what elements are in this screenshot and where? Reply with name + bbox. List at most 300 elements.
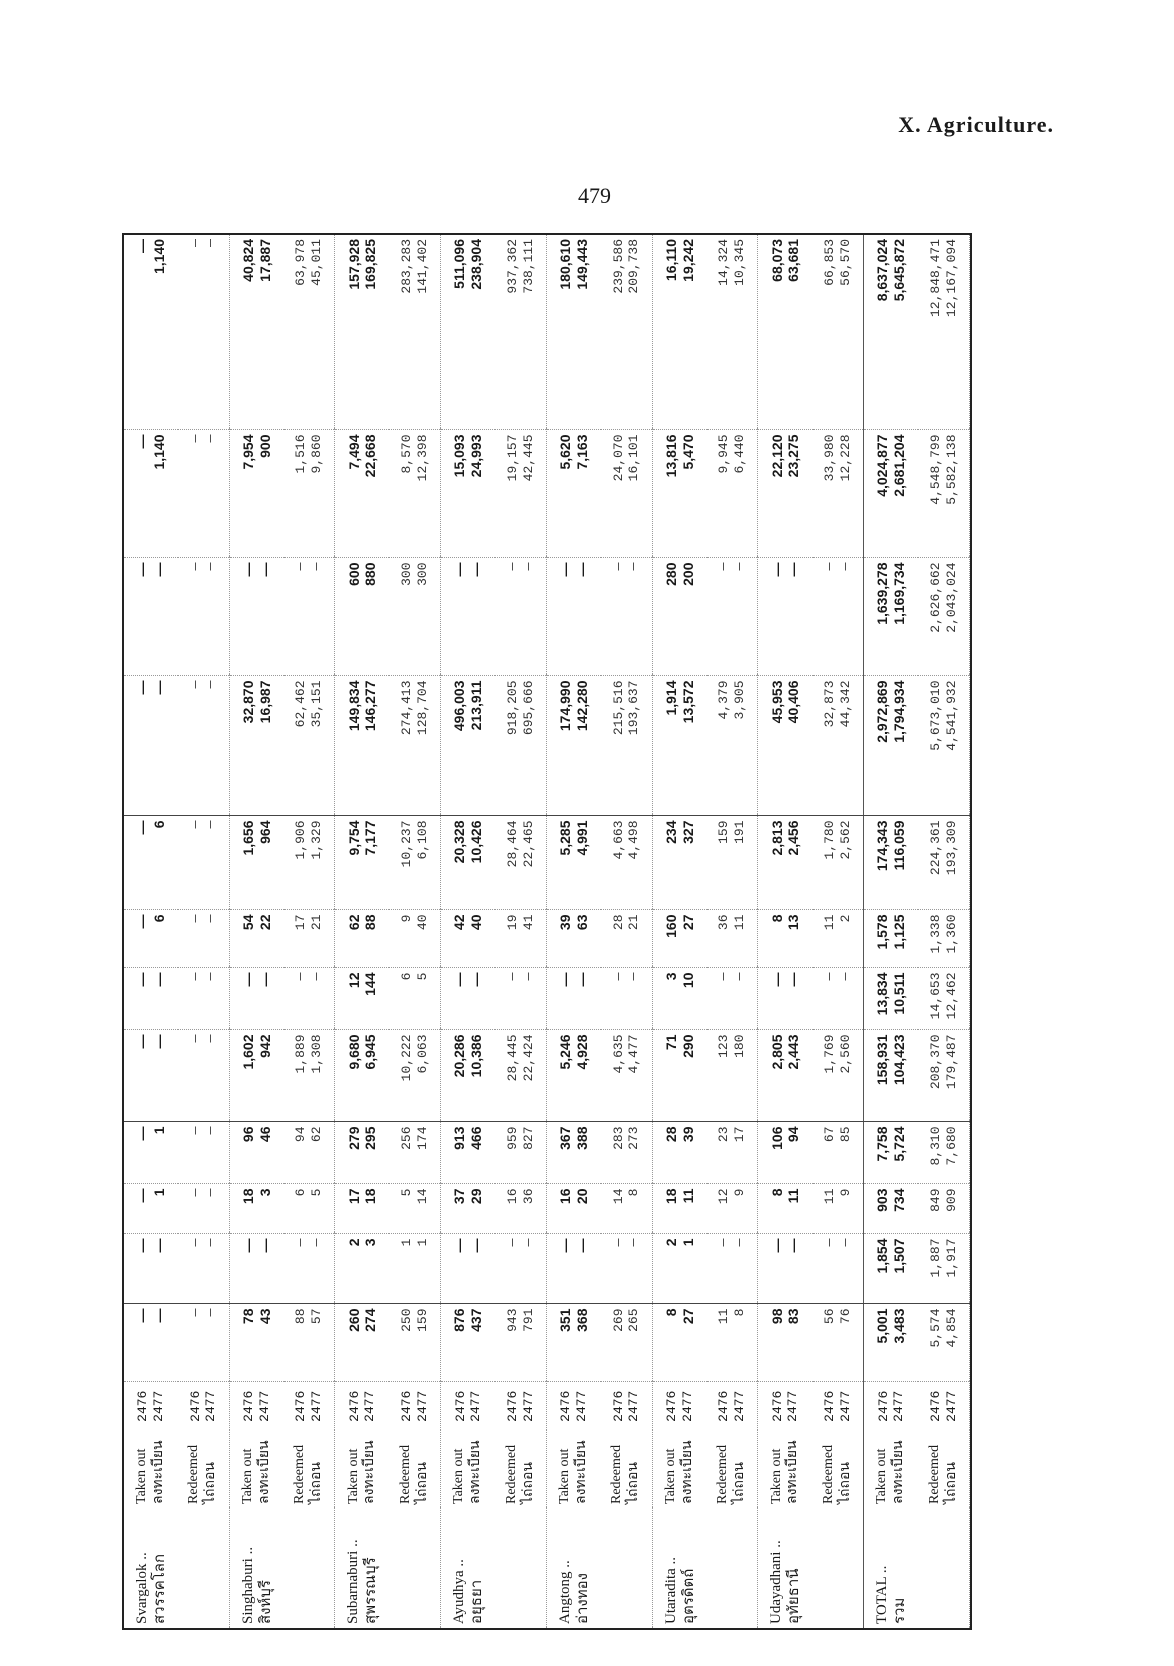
value-2477: — <box>203 1188 219 1197</box>
value-cell <box>864 1304 919 1382</box>
value-cell <box>546 558 601 676</box>
value-2477: 327 <box>679 820 696 844</box>
value-2476: 1,602 <box>239 1034 256 1070</box>
value-2477: 1,140 <box>150 239 167 275</box>
value-cell <box>441 676 496 816</box>
value-2476: 174,343 <box>874 820 891 872</box>
value-2477: — <box>732 1238 748 1247</box>
value-cell <box>546 430 601 558</box>
value-2477: 22,465 <box>520 820 536 868</box>
year-cell <box>335 1382 390 1430</box>
value-2477: — <box>203 1034 219 1043</box>
value-2476: 62 <box>345 914 362 931</box>
value-cell <box>389 816 440 910</box>
value-2477: 4,928 <box>573 1034 590 1070</box>
value-cell <box>441 235 496 430</box>
year-label: 2477 <box>308 1390 324 1422</box>
value-cell <box>284 1234 335 1304</box>
value-cell <box>758 1234 813 1304</box>
entry-type: Taken out <box>134 1448 150 1504</box>
value-2476: 8 <box>768 914 785 923</box>
value-2476: — <box>504 562 520 571</box>
value-2477: — <box>256 972 273 987</box>
value-2476: — <box>557 972 574 987</box>
value-2476: — <box>610 562 626 571</box>
value-2476: 1,769 <box>822 1034 838 1074</box>
value-2477: 300 <box>414 562 430 586</box>
value-2477: 88 <box>362 914 379 931</box>
value-cell <box>758 676 813 816</box>
value-2476: 2,626,662 <box>928 562 944 633</box>
value-cell <box>284 1184 335 1234</box>
table-row <box>229 235 284 1628</box>
entry-type-thai: ไถ่ถอน <box>626 1462 642 1504</box>
entry-type-cell <box>441 1430 496 1508</box>
value-cell <box>495 235 546 430</box>
value-cell <box>495 968 546 1030</box>
value-2476: — <box>134 562 151 577</box>
value-cell <box>813 1184 864 1234</box>
value-2476: — <box>134 1238 151 1253</box>
value-cell <box>178 676 229 816</box>
value-2477: — <box>203 562 219 571</box>
value-cell <box>284 235 335 430</box>
value-2476: 208,370 <box>928 1034 944 1090</box>
value-2476: 5,673,010 <box>928 680 944 751</box>
year-label: 2476 <box>875 1390 891 1422</box>
value-cell <box>758 910 813 968</box>
value-2477: 85 <box>837 1126 853 1143</box>
value-2477: 388 <box>573 1126 590 1150</box>
value-cell <box>335 816 390 910</box>
value-2477: 57 <box>308 1308 324 1325</box>
province-cell <box>601 1508 652 1628</box>
value-2476: — <box>187 820 203 829</box>
value-2476: 23 <box>716 1126 732 1143</box>
province-name: Angtong .. <box>556 1560 573 1624</box>
value-2477: 12,228 <box>837 434 853 482</box>
value-2477: 62 <box>308 1126 324 1143</box>
entry-type-cell <box>601 1430 652 1508</box>
value-cell <box>335 558 390 676</box>
value-2476: — <box>822 972 838 981</box>
value-2476: — <box>293 972 309 981</box>
value-cell <box>284 676 335 816</box>
value-cell <box>601 430 652 558</box>
value-2476: 224,361 <box>928 820 944 876</box>
value-2477: 9,860 <box>308 434 324 474</box>
value-2477: 11 <box>785 1188 802 1204</box>
value-2476: 13,834 <box>874 972 891 1016</box>
value-2476: 8 <box>662 1308 679 1317</box>
table-row <box>495 235 546 1628</box>
value-2476: 9,945 <box>716 434 732 474</box>
value-2477: 104,423 <box>891 1034 908 1086</box>
value-cell <box>707 968 758 1030</box>
value-2477: — <box>203 680 219 689</box>
value-cell <box>229 430 284 558</box>
province-name: TOTAL .. <box>874 1565 891 1624</box>
entry-type-thai: ลงทะเบียน <box>150 1440 166 1504</box>
value-cell <box>601 816 652 910</box>
entry-type-cell <box>813 1430 864 1508</box>
value-cell <box>229 1234 284 1304</box>
entry-type-thai: ลงทะเบียน <box>891 1440 907 1504</box>
year-cell <box>178 1382 229 1430</box>
value-2477: 10,511 <box>891 972 908 1015</box>
value-cell <box>918 1234 969 1304</box>
value-2477: 39 <box>679 1126 696 1143</box>
value-cell <box>707 1234 758 1304</box>
value-cell <box>335 235 390 430</box>
value-2476: 7,494 <box>345 434 362 470</box>
entry-type: Taken out <box>451 1448 467 1504</box>
value-2477: 5 <box>414 972 430 981</box>
value-cell <box>918 235 969 430</box>
table-row <box>813 235 864 1628</box>
value-2476: 1,887 <box>928 1238 944 1278</box>
value-2476: 180,610 <box>557 239 574 290</box>
value-cell <box>441 1304 496 1382</box>
value-2476: 5,574 <box>928 1308 944 1348</box>
value-cell <box>124 1234 178 1304</box>
value-cell <box>652 1304 707 1382</box>
province-cell <box>918 1508 969 1628</box>
value-2476: 5,285 <box>557 820 574 856</box>
value-2476: 1,854 <box>874 1238 891 1274</box>
value-cell <box>495 1234 546 1304</box>
value-2477: 16,101 <box>626 434 642 482</box>
table-row <box>546 235 601 1628</box>
province-cell <box>178 1508 229 1628</box>
entry-type-cell <box>389 1430 440 1508</box>
value-cell <box>284 816 335 910</box>
value-2477: 6,440 <box>732 434 748 474</box>
value-2477: 1,360 <box>943 914 959 954</box>
value-cell <box>864 235 919 430</box>
value-2477: — <box>732 562 748 571</box>
entry-type: Redeemed <box>292 1444 308 1504</box>
province-name-thai: สุพรรณบุรี <box>363 1557 380 1624</box>
value-2477: — <box>203 914 219 923</box>
value-2477: 11 <box>732 914 748 931</box>
value-cell <box>707 816 758 910</box>
value-2477: 738,111 <box>520 239 536 294</box>
value-cell <box>864 1184 919 1234</box>
value-2476: 1 <box>399 1238 415 1247</box>
value-2476: 903 <box>874 1188 891 1212</box>
value-cell <box>335 1030 390 1122</box>
value-cell <box>495 910 546 968</box>
value-2476: — <box>134 434 151 449</box>
year-label: 2477 <box>520 1390 536 1422</box>
value-cell <box>813 1304 864 1382</box>
value-cell <box>284 1122 335 1184</box>
value-cell <box>758 235 813 430</box>
province-name: Subarnaburi .. <box>345 1539 362 1624</box>
value-2477: 3 <box>256 1188 273 1197</box>
value-cell <box>335 1234 390 1304</box>
value-2476: 943 <box>504 1308 520 1332</box>
value-2477: 7,177 <box>362 820 379 856</box>
table-row <box>441 235 496 1628</box>
value-2476: 174,990 <box>557 680 574 732</box>
value-2477: — <box>520 562 536 571</box>
entry-type-thai: ลงทะเบียน <box>785 1440 801 1504</box>
value-2476: — <box>610 1238 626 1247</box>
value-2477: — <box>203 239 219 247</box>
value-2477: 35,151 <box>308 680 324 728</box>
year-cell <box>546 1382 601 1430</box>
value-2477: — <box>785 562 802 577</box>
value-2477: 200 <box>679 562 696 586</box>
value-2476: 98 <box>768 1308 785 1325</box>
value-2476: 7,954 <box>239 434 256 470</box>
value-2476: 96 <box>239 1126 256 1143</box>
entry-type: Taken out <box>239 1448 255 1504</box>
year-cell <box>601 1382 652 1430</box>
province-name-thai: อ่างทอง <box>574 1573 591 1624</box>
value-2476: 158,931 <box>874 1034 891 1086</box>
value-2477: — <box>626 1238 642 1247</box>
value-cell <box>546 1184 601 1234</box>
year-label: 2476 <box>716 1390 732 1422</box>
entry-type: Taken out <box>345 1448 361 1504</box>
value-2477: 437 <box>468 1308 485 1332</box>
value-cell <box>813 676 864 816</box>
value-cell <box>813 1030 864 1122</box>
value-2477: 2,443 <box>785 1034 802 1070</box>
value-2476: 274,413 <box>399 680 415 736</box>
value-cell <box>601 1122 652 1184</box>
value-2476: 63,978 <box>293 239 309 286</box>
value-2476: 283 <box>610 1126 626 1150</box>
year-label: 2477 <box>362 1390 378 1422</box>
year-label: 2477 <box>150 1390 166 1422</box>
table-row <box>652 235 707 1628</box>
value-cell <box>178 816 229 910</box>
value-2477: — <box>573 972 590 987</box>
value-2477: — <box>626 562 642 571</box>
value-2477: — <box>837 972 853 981</box>
value-2476: 5,620 <box>557 434 574 470</box>
value-cell <box>441 816 496 910</box>
value-cell <box>229 816 284 910</box>
value-2477: 9 <box>837 1188 853 1197</box>
value-cell <box>601 968 652 1030</box>
value-2477: 40 <box>468 914 485 931</box>
value-cell <box>918 430 969 558</box>
value-cell <box>284 430 335 558</box>
value-2477: 10,426 <box>468 820 485 864</box>
value-2476: 15,093 <box>451 434 468 478</box>
value-2477: 19,242 <box>679 239 696 282</box>
value-2477: 734 <box>891 1188 908 1212</box>
value-2477: 265 <box>626 1308 642 1332</box>
value-cell <box>864 1234 919 1304</box>
value-cell <box>389 1304 440 1382</box>
value-cell <box>124 1304 178 1382</box>
value-2476: 13,816 <box>662 434 679 478</box>
value-cell <box>441 558 496 676</box>
value-2477: 368 <box>573 1308 590 1332</box>
value-2477: 24,993 <box>468 434 485 478</box>
value-cell <box>707 910 758 968</box>
year-label: 2476 <box>135 1390 151 1422</box>
year-label: 2476 <box>769 1390 785 1422</box>
value-2477: — <box>256 1238 273 1253</box>
value-cell <box>864 968 919 1030</box>
value-2476: 496,003 <box>451 680 468 732</box>
value-cell <box>335 968 390 1030</box>
value-2477: 21 <box>626 914 642 931</box>
value-cell <box>335 676 390 816</box>
value-2476: — <box>716 972 732 981</box>
entry-type-cell <box>495 1430 546 1508</box>
value-cell <box>652 1234 707 1304</box>
entry-type: Redeemed <box>609 1444 625 1504</box>
value-2476: 2 <box>345 1238 362 1247</box>
value-2477: 22,668 <box>362 434 379 478</box>
value-2476: 5 <box>399 1188 415 1197</box>
value-2477: — <box>150 1034 167 1049</box>
value-cell <box>441 1234 496 1304</box>
value-2477: 94 <box>785 1126 802 1143</box>
value-cell <box>546 1234 601 1304</box>
value-2476: 28 <box>610 914 626 931</box>
province-cell <box>124 1508 178 1628</box>
value-2476: 6 <box>399 972 415 981</box>
value-cell <box>864 1122 919 1184</box>
value-2476: — <box>134 1034 151 1049</box>
value-2476: — <box>716 1238 732 1247</box>
value-cell <box>124 235 178 430</box>
value-2476: 849 <box>928 1188 944 1212</box>
value-2477: — <box>308 1238 324 1247</box>
year-label: 2476 <box>346 1390 362 1422</box>
value-cell <box>495 1122 546 1184</box>
value-2477: 5,645,872 <box>891 239 908 302</box>
value-cell <box>546 816 601 910</box>
value-2477: 20 <box>573 1188 590 1205</box>
value-2477: 2,456 <box>785 820 802 856</box>
value-cell <box>813 235 864 430</box>
value-2477: 191 <box>732 820 748 844</box>
value-2476: — <box>134 820 151 835</box>
value-2476: 1,780 <box>822 820 838 860</box>
value-cell <box>389 1030 440 1122</box>
value-2476: 2,813 <box>768 820 785 856</box>
year-label: 2476 <box>187 1390 203 1422</box>
value-cell <box>389 558 440 676</box>
value-2477: 27 <box>679 1308 696 1325</box>
value-2476: 367 <box>557 1126 574 1150</box>
year-label: 2477 <box>468 1390 484 1422</box>
value-2476: 66,853 <box>822 239 838 286</box>
value-cell <box>178 968 229 1030</box>
value-cell <box>284 1304 335 1382</box>
table-row <box>335 235 390 1628</box>
value-cell <box>229 1184 284 1234</box>
value-2476: 39 <box>557 914 574 931</box>
value-2477: 29 <box>468 1188 485 1205</box>
value-2477: 11 <box>679 1188 696 1204</box>
province-name: Ayudhya .. <box>451 1559 468 1624</box>
value-2476: — <box>134 1308 151 1323</box>
value-2476: 8,310 <box>928 1126 944 1166</box>
value-cell <box>918 1184 969 1234</box>
value-2476: 876 <box>451 1308 468 1332</box>
section-title: X. Agriculture. <box>898 112 1054 137</box>
province-cell <box>441 1508 496 1628</box>
value-cell <box>918 1030 969 1122</box>
value-2477: 1,329 <box>308 820 324 860</box>
entry-type: Redeemed <box>926 1444 942 1504</box>
value-2476: 918,205 <box>504 680 520 736</box>
year-label: 2476 <box>822 1390 838 1422</box>
value-cell <box>601 1184 652 1234</box>
value-2476: 56 <box>822 1308 838 1325</box>
value-2476: 1,889 <box>293 1034 309 1074</box>
value-2477: 144 <box>362 972 379 996</box>
value-2476: 12 <box>345 972 362 989</box>
value-cell <box>124 816 178 910</box>
value-2476: — <box>451 1238 468 1253</box>
value-cell <box>335 1304 390 1382</box>
value-2476: 269 <box>610 1308 626 1332</box>
value-2476: 18 <box>662 1188 679 1205</box>
value-2477: 36 <box>520 1188 536 1205</box>
value-2476: 4,548,799 <box>928 434 944 505</box>
value-2476: 16 <box>504 1188 520 1205</box>
value-cell <box>178 1304 229 1382</box>
value-2476: 28,445 <box>504 1034 520 1082</box>
value-cell <box>495 430 546 558</box>
value-cell <box>284 910 335 968</box>
value-cell <box>178 1122 229 1184</box>
value-cell <box>758 1304 813 1382</box>
value-2476: 40,824 <box>239 239 256 282</box>
value-2476: 10,237 <box>399 820 415 868</box>
value-2477: 964 <box>256 820 273 844</box>
value-2477: 4,991 <box>573 820 590 856</box>
value-2476: 4,379 <box>716 680 732 720</box>
value-2476: 18 <box>239 1188 256 1205</box>
entry-type-thai: ลงทะเบียน <box>256 1440 272 1504</box>
province-cell <box>546 1508 601 1628</box>
value-2476: 11 <box>716 1308 732 1325</box>
value-cell <box>335 910 390 968</box>
value-2476: 959 <box>504 1126 520 1150</box>
value-cell <box>495 1184 546 1234</box>
entry-type: Redeemed <box>186 1444 202 1504</box>
value-2477: — <box>468 562 485 577</box>
province-cell <box>813 1508 864 1628</box>
value-2476: 88 <box>293 1308 309 1325</box>
value-2477: 76 <box>837 1308 853 1325</box>
value-2476: 36 <box>716 914 732 931</box>
value-2477: 10,345 <box>732 239 748 286</box>
value-2476: 19 <box>504 914 520 931</box>
value-2476: 250 <box>399 1308 415 1332</box>
value-2477: 5,724 <box>891 1126 908 1162</box>
value-cell <box>758 968 813 1030</box>
value-2477: 45,011 <box>308 239 324 286</box>
value-2477: 7,163 <box>573 434 590 470</box>
value-2477: 174 <box>414 1126 430 1150</box>
year-cell <box>389 1382 440 1430</box>
value-2476: 33,980 <box>822 434 838 482</box>
